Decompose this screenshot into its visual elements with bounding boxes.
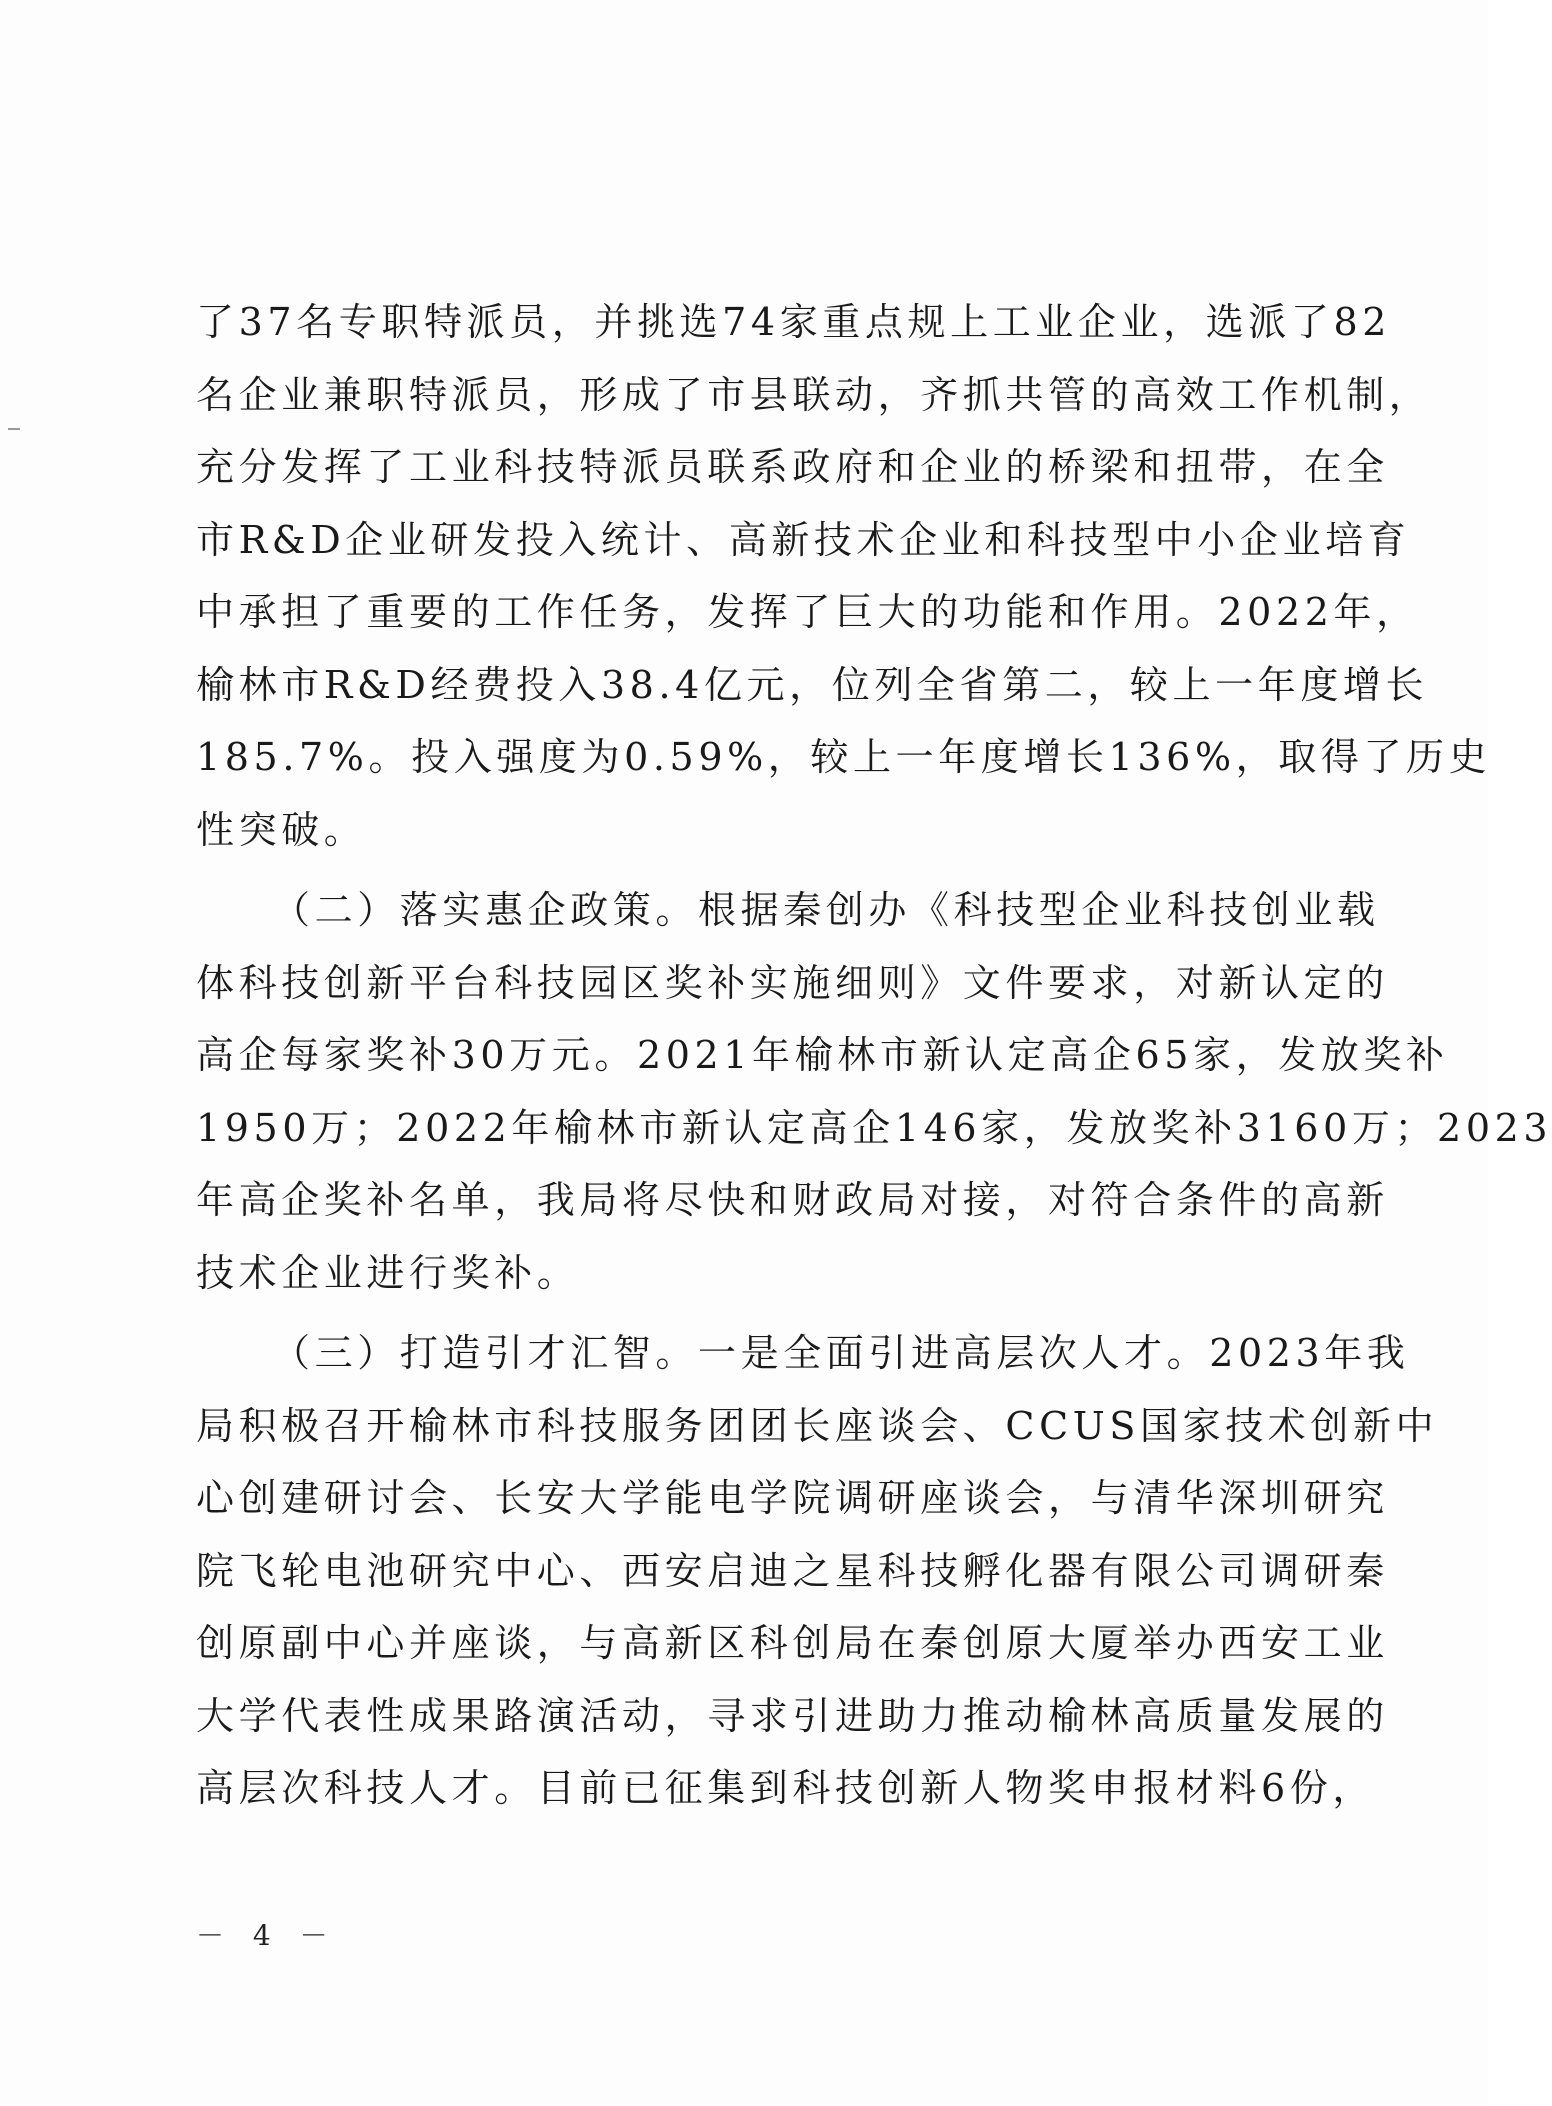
- text-line: 充分发挥了工业科技特派员联系政府和企业的桥梁和扭带，在全: [196, 445, 1389, 489]
- body-text: [196, 286, 1552, 1825]
- text-line: 市R&D企业研发投入统计、高新技术企业和科技型中小企业培育: [196, 517, 1411, 562]
- text-line: 年高企奖补名单，我局将尽快和财政局对接，对符合条件的高新: [196, 1178, 1389, 1222]
- text-line: 名企业兼职特派员，形成了市县联动，齐抓共管的高效工作机制，: [196, 372, 1432, 417]
- text-line: 体科技创新平台科技园区奖补实施细则》文件要求，对新认定的: [196, 960, 1389, 1005]
- text-line: 心创建研讨会、长安大学能电学院调研座谈会，与清华深圳研究: [196, 1476, 1389, 1520]
- text-line: 中承担了重要的工作任务，发挥了巨大的功能和作用。2022年，: [196, 590, 1419, 634]
- paragraph-heading-line: （二）落实惠企政策。根据秦创办《科技型企业科技创业载: [272, 888, 1380, 932]
- page-number: － 4 －: [196, 1919, 338, 1952]
- text-line: 局积极召开榆林市科技服务团团长座谈会、CCUS国家技术创新中: [196, 1403, 1439, 1448]
- text-line: 高企每家奖补30万元。2021年榆林市新认定高企65家，发放奖补: [196, 1033, 1449, 1077]
- text-line: 院飞轮电池研究中心、西安启迪之星科技孵化器有限公司调研秦: [196, 1548, 1389, 1593]
- text-line: 技术企业进行奖补。: [196, 1250, 580, 1295]
- text-line: 185.7%。投入强度为0.59%，较上一年度增长136%，取得了历史: [196, 735, 1492, 779]
- text-line: 创原副中心并座谈，与高新区科创局在秦创原大厦举办西安工业: [196, 1621, 1389, 1665]
- text-line: 高层次科技人才。目前已征集到科技创新人物奖申报材料6份，: [196, 1766, 1375, 1810]
- margin-mark: [8, 428, 20, 430]
- text-line: 性突破。: [196, 807, 367, 852]
- text-line: 1950万；2022年榆林市新认定高企146家，发放奖补3160万；2023: [196, 1105, 1552, 1150]
- paragraph-heading-line: （三）打造引才汇智。一是全面引进高层次人才。2023年我: [272, 1331, 1410, 1375]
- text-line: 大学代表性成果路演活动，寻求引进助力推动榆林高质量发展的: [196, 1693, 1389, 1738]
- text-line: 榆林市R&D经费投入38.4亿元，位列全省第二，较上一年度增长: [196, 662, 1429, 707]
- text-line: 了37名专职特派员，并挑选74家重点规上工业企业，选派了82: [196, 300, 1392, 344]
